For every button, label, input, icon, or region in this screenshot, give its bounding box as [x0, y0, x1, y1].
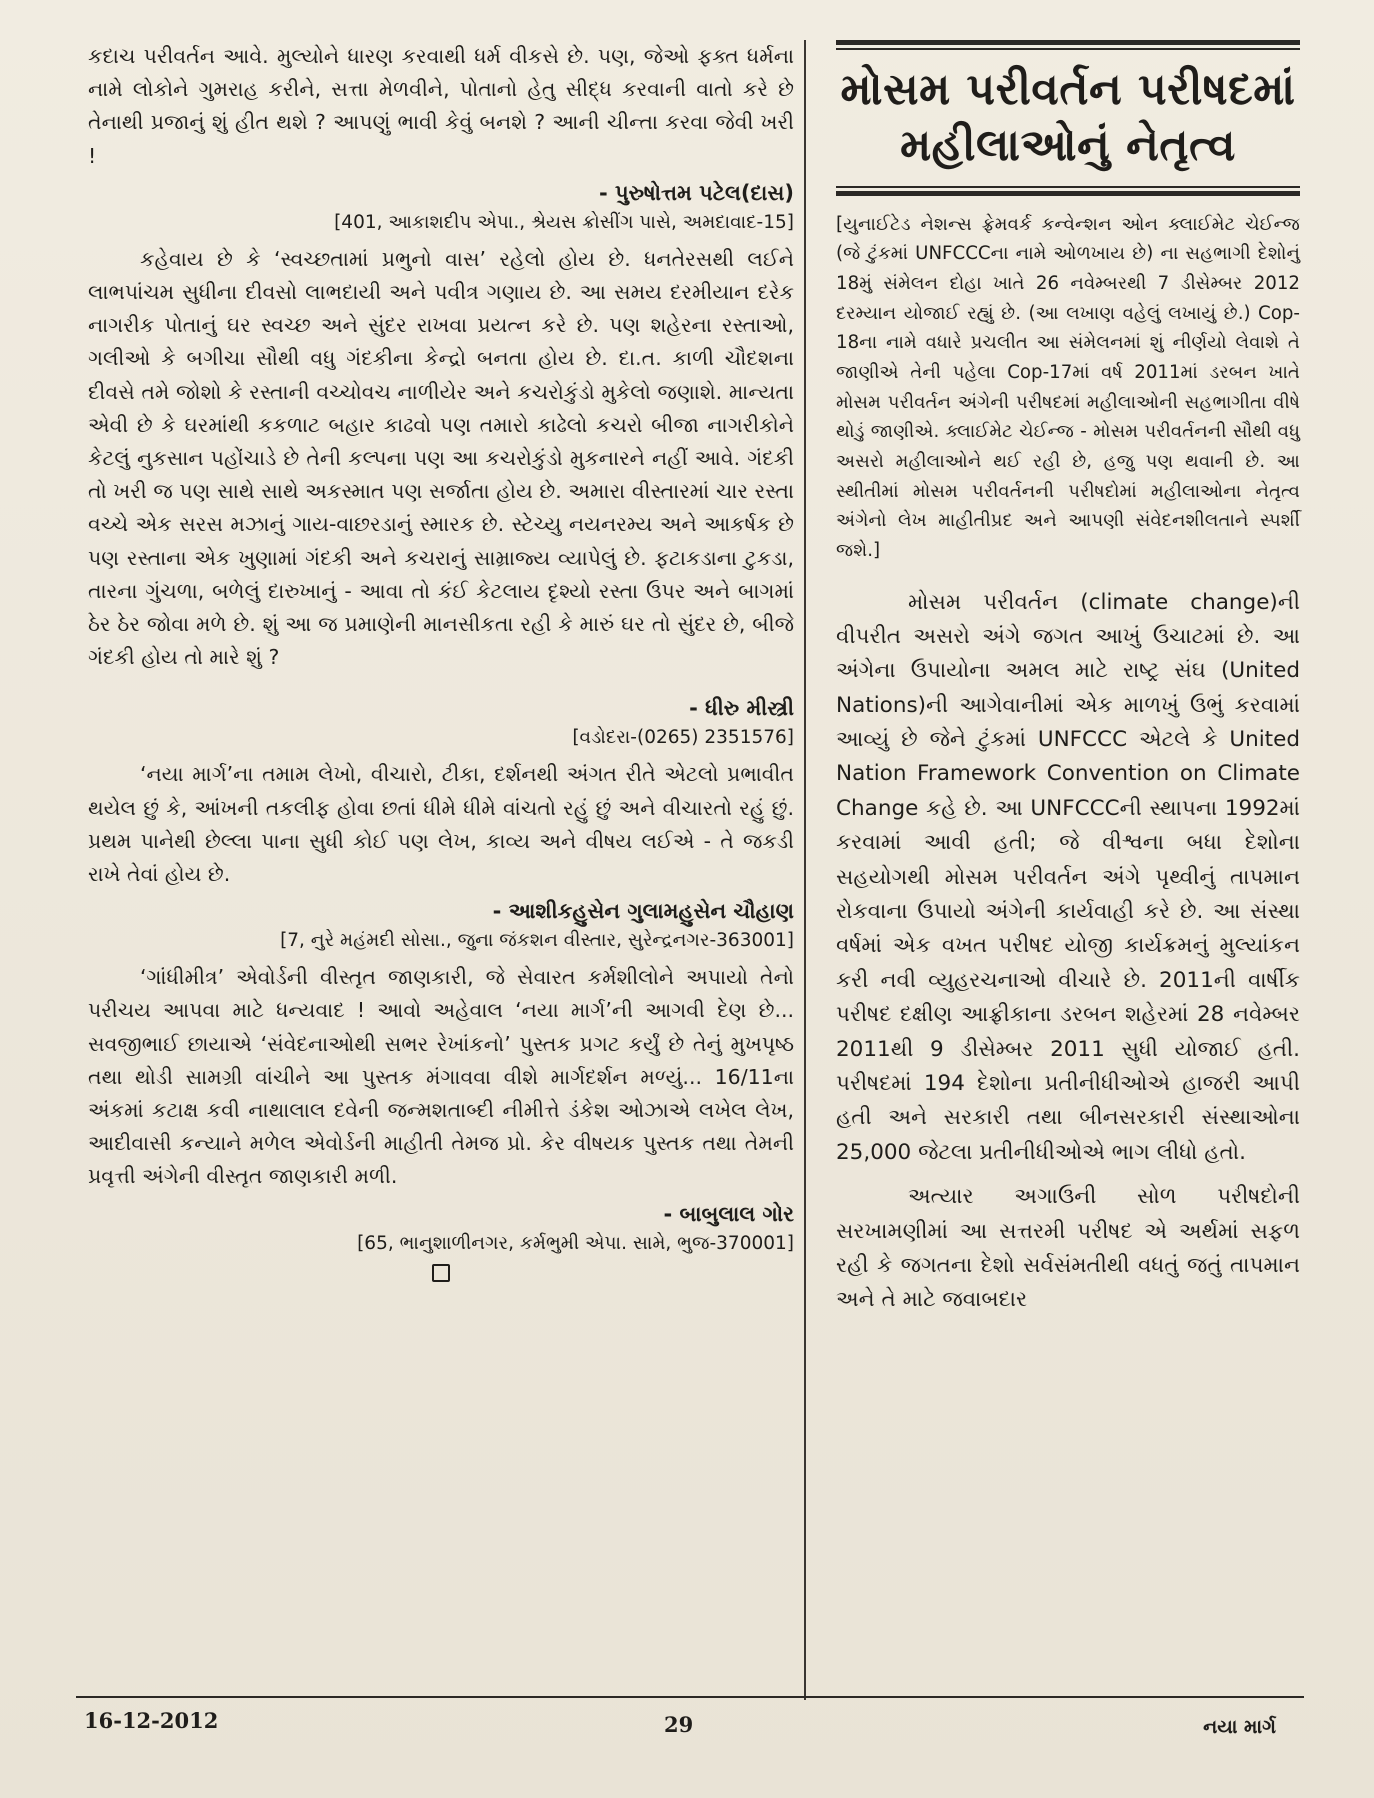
article-paragraph-2: અત્યાર અગાઉની સોળ પરીષદોની સરખામણીમાં આ સત્તરમી પરીષદ એ અર્થમાં સફળ રહી કે જગતના દેશો સર્વસંમતીથી વધતું જતું તાપમાન અને તે માટે જવાબદાર [836, 1184, 1300, 1313]
letter-3-author: - આશીકહુસેન ગુલામહુસેન ચૌહાણ [492, 899, 794, 924]
letter-4-address: [65, ભાનુશાળીનગર, કર્મભુમી એપા. સામે, ભુજ-370001] [357, 1232, 794, 1254]
headline-bottom-thin-rule [836, 186, 1300, 188]
letter-2-author: - ધીરુ મીસ્ત્રી [689, 696, 794, 721]
footer-rule [76, 1696, 1304, 1698]
headline-top-rule [836, 40, 1300, 45]
letter-2-paragraph: કહેવાય છે કે ‘સ્વચ્છતામાં પ્રભુનો વાસ’ રહેલો હોય છે. ધનતેરસથી લઈને લાભપાંચમ સુધીના દીવસો લાભદાયી અને પવીત્ર ગણાય છે. આ સમય દરમીયાન દરેક નાગરીક પોતાનું ઘર સ્વચ્છ અને સુંદર રાખવા પ્રયત્ન કરે છે. પણ શહેરના રસ્તાઓ, ગલીઓ કે બગીચા સૌથી વધુ ગંદકીના કેન્દ્રો બનતા હોય છે. દા.ત. કાળી ચૌદશના દીવસે તમે જોશો કે રસ્તાની વચ્ચોવચ નાળીયેર અને કચરોકુંડો મુકેલો જણાશે. માન્યતા એવી છે કે ઘરમાંથી કકળાટ બહાર કાઢવો પણ તમારો કાઢેલો કચરો બીજા નાગરીકોને કેટલું નુકસાન પહોંચાડે છે તેની કલ્પના પણ આ કચરોકુંડો મુકનારને નહીં આવે. ગંદકી તો ખરી જ પણ સાથે સાથે અકસ્માત પણ સર્જાતા હોય છે. અમારા વીસ્તારમાં ચાર રસ્તા વચ્ચે એક સરસ મઝાનું ગાય-વાછરડાનું સ્મારક છે. સ્ટેચ્યુ નયનરમ્ય અને આકર્ષક છે પણ રસ્તાના એક ખુણામાં ગંદકી અને કચરાનું સામ્રાજ્ય વ્યાપેલું છે. ફટાકડાના ટુકડા, તારના ગુંચળા, બળેલું દારુખાનું - આવા તો કંઈ કેટલાય દૃશ્યો રસ્તા ઉપર અને બાગમાં ઠેર ઠેર જોવા મળે છે. શું આ જ પ્રમાણેની માનસીકતા રહી કે મારું ઘર તો સુંદર છે, બીજે ગંદકી હોય તો મારે શું ? [88, 246, 794, 670]
letter-1-address: [401, આકાશદીપ એપા., શ્રેયસ ક્રોસીંગ પાસે, અમદાવાદ-15] [334, 211, 794, 233]
letter-3-address: [7, નુરે મહંમદી સોસા., જુના જંકશન વીસ્તાર, સુરેન્દ્રનગર-363001] [280, 930, 794, 952]
headline-top-thin-rule [836, 48, 1300, 50]
headline-bottom-rule [836, 191, 1300, 196]
article-paragraph-1: મોસમ પરીવર્તન (climate change)ની વીપરીત અસરો અંગે જગત આખું ઉચાટમાં છે. આ અંગેના ઉપાયોના અમલ માટે રાષ્ટ્ર સંઘ (United Nations)ની આગેવાનીમાં એક માળખું ઉભું કરવામાં આવ્યું છે જેને ટુંકમાં UNFCCC એટલે કે United Nation Framework Convention on Climate Change કહે છે. આ UNFCCCની સ્થાપના 1992માં કરવામાં આવી હતી; જે વીશ્વના બધા દેશોના સહયોગથી મોસમ પરીવર્તન અંગે પૃથ્વીનું તાપમાન રોકવાના ઉપાયો અંગેની કાર્યવાહી કરે છે. આ સંસ્થા વર્ષમાં એક વખત પરીષદ યોજી કાર્યક્રમનું મુલ્યાંકન કરી નવી વ્યુહરચનાઓ વીચારે છે. 2011ની વાર્ષીક પરીષદ દક્ષીણ આફ્રીકાના ડરબન શહેરમાં 28 નવેમ્બર 2011થી 9 ડીસેમ્બર 2011 સુધી યોજાઈ હતી. પરીષદમાં 194 દેશોના પ્રતીનીધીઓએ હાજરી આપી હતી અને સરકારી તથા બીનસરકારી સંસ્થાઓના 25,000 જેટલા પ્રતીનીધીઓએ ભાગ લીધો હતો. [836, 589, 1300, 1165]
headline-line-2: મહીલાઓનું નેતૃત્વ [900, 119, 1236, 171]
column-divider [804, 40, 806, 1700]
letter-1-paragraph: કદાચ પરીવર્તન આવે. મુલ્યોને ધારણ કરવાથી ધર્મ વીકસે છે. પણ, જેઓ ફક્ત ધર્મના નામે લોકોને ગુમરાહ કરીને, સત્તા મેળવીને, પોતાનો હેતુ સીદ્ધ કરવાની વાતો કરે છે તેનાથી પ્રજાનું શું હીત થશે ? આપણું ભાવી કેવું બનશે ? આની ચીન્તા કરવા જેવી ખરી ! [88, 44, 794, 168]
article-column [836, 40, 1300, 1700]
footer-date: 16-12-2012 [84, 1708, 219, 1733]
article-headline [836, 62, 1300, 175]
letter-2-address: [વડોદરા-(0265) 2351576] [572, 727, 794, 749]
article-intro: [યુનાઈટેડ નેશન્સ ફ્રેમવર્ક કન્વેન્શન ઓન ક્લાઈમેટ ચેઈન્જ (જે ટુંકમાં UNFCCCના નામે ઓળખાય છે) ના સહભાગી દેશોનું 18મું સંમેલન દોહા ખાતે 26 નવેમ્બરથી 7 ડીસેમ્બર 2012 દરમ્યાન યોજાઈ રહ્યું છે. (આ લખાણ વહેલું લખાયું છે.) Cop-18ના નામે વધારે પ્રચલીત આ સંમેલનમાં શું નીર્ણયો લેવાશે તે જાણીએ તેની પહેલા Cop-17માં વર્ષ 2011માં ડરબન ખાતે મોસમ પરીવર્તન અંગેની પરીષદમાં મહીલાઓની સહભાગીતા વીષે થોડું જાણીએ. ક્લાઈમેટ ચેઈન્જ - મોસમ પરીવર્તનની સૌથી વધુ અસરો મહીલાઓને થઈ રહી છે, હજુ પણ થવાની છે. આ સ્થીતીમાં મોસમ પરીવર્તનની પરીષદોમાં મહીલાઓના નેતૃત્વ અંગેનો લેખ માહીતીપ્રદ અને આપણી સંવેદનશીલતાને સ્પર્શી જશે.] [836, 213, 1300, 561]
headline-line-1: મોસમ પરીવર્તન પરીષદમાં [840, 63, 1296, 115]
end-of-section-mark [432, 1264, 450, 1282]
letters-column [88, 40, 794, 1700]
letter-3-paragraph: ‘નયા માર્ગ’ના તમામ લેખો, વીચારો, ટીકા, દર્શનથી અંગત રીતે એટલો પ્રભાવીત થયેલ છું કે, આંખની તકલીફ હોવા છતાં ધીમે ધીમે વાંચતો રહું છું અને વીચારતો રહું છું. પ્રથમ પાનેથી છેલ્લા પાના સુધી કોઈ પણ લેખ, કાવ્ય અને વીષય લઈએ - તે જકડી રાખે તેવાં હોય છે. [88, 762, 794, 887]
page-number: 29 [664, 1712, 694, 1737]
letter-4-paragraph: ‘ગાંધીમીત્ર’ એવોર્ડની વીસ્તૃત જાણકારી, જે સેવારત કર્મશીલોને અપાયો તેનો પરીચય આપવા માટે ધન્યવાદ ! આવો અહેવાલ ‘નયા માર્ગ’ની આગવી દેણ છે... સવજીભાઈ છાયાએ ‘સંવેદનાઓથી સભર રેખાંકનો’ પુસ્તક પ્રગટ કર્યું છે તેનું મુખપૃષ્ઠ તથા થોડી સામગ્રી વાંચીને આ પુસ્તક મંગાવવા વીશે માર્ગદર્શન મળ્યું... 16/11ના અંકમાં કટાક્ષ કવી નાથાલાલ દવેની જન્મશતાબ્દી નીમીત્તે ડંકેશ ઓઝાએ લખેલ લેખ, આદીવાસી કન્યાને મળેલ એવોર્ડની માહીતી તેમજ પ્રો. કેર વીષયક પુસ્તક તથા તેમની પ્રવૃત્તી અંગેની વીસ્તૃત જાણકારી મળી. [88, 965, 794, 1189]
magazine-name: નયા માર્ગ [1203, 1716, 1276, 1738]
letter-1-author: - પુરુષોત્તમ પટેલ(દાસ) [598, 180, 794, 205]
letter-4-author: - બાબુલાલ ગોર [663, 1201, 794, 1226]
